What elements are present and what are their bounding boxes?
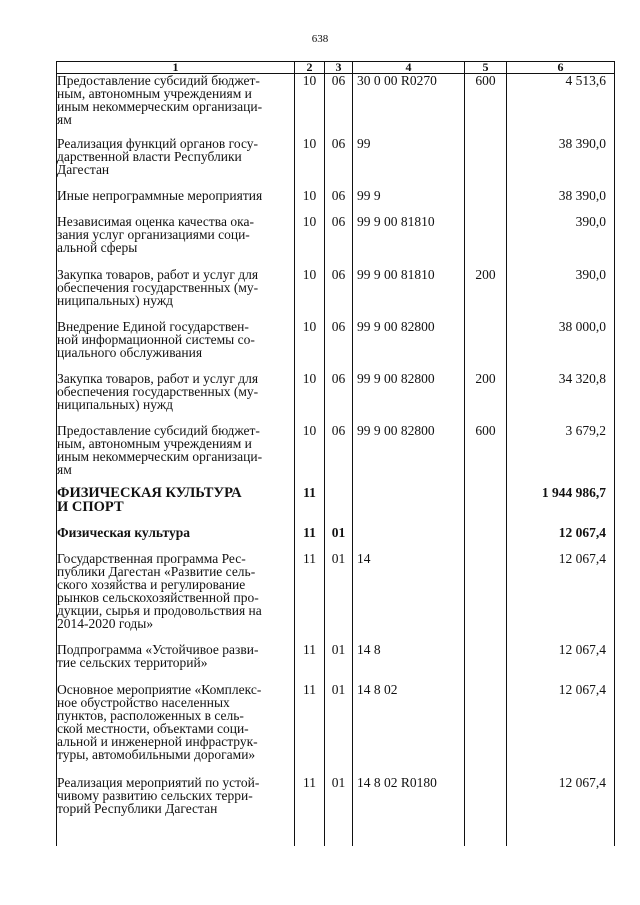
row-subsection: 01 — [325, 526, 353, 552]
row-subsection: 06 — [325, 189, 353, 215]
row-target-code: 99 9 00 82800 — [353, 372, 465, 424]
row-target-code: 99 9 00 82800 — [353, 320, 465, 372]
table-row — [57, 320, 615, 372]
row-expense-type — [465, 683, 507, 776]
row-section: 10 — [295, 74, 325, 137]
row-subsection: 06 — [325, 424, 353, 486]
row-subsection: 06 — [325, 215, 353, 268]
row-expense-type: 200 — [465, 372, 507, 424]
row-subsection: 06 — [325, 74, 353, 137]
row-amount: 390,0 — [507, 268, 615, 320]
row-subsection: 06 — [325, 320, 353, 372]
row-name: Подпрограмма «Устойчивое разви- тие сельских территорий» — [57, 643, 295, 683]
header-col-6: 6 — [507, 62, 615, 74]
row-amount: 34 320,8 — [507, 372, 615, 424]
row-name: Предоставление субсидий бюджет- ным, автономным учреждениям и иным некоммерческим организаци- ям — [57, 424, 295, 486]
row-expense-type — [465, 643, 507, 683]
row-section: 10 — [295, 424, 325, 486]
row-expense-type — [465, 320, 507, 372]
row-section: 10 — [295, 268, 325, 320]
row-section: 10 — [295, 320, 325, 372]
table-row — [57, 189, 615, 215]
row-name: Государственная программа Рес- публики Дагестан «Развитие сель- ского хозяйства и регулирование рынков сельскохозяйственной про- дукции, сырья и продовольствия на 2014-2020 годы» — [57, 552, 295, 643]
row-name: Реализация мероприятий по устой- чивому развитию сельских терри- торий Республики Дагестан — [57, 776, 295, 846]
row-name: ФИЗИЧЕСКАЯ КУЛЬТУРА И СПОРТ — [57, 486, 295, 526]
row-amount: 12 067,4 — [507, 552, 615, 643]
table-row — [57, 776, 615, 846]
header-row — [57, 62, 615, 74]
row-section: 11 — [295, 552, 325, 643]
row-name: Реализация функций органов госу- дарственной власти Республики Дагестан — [57, 137, 295, 189]
row-target-code: 14 8 02 — [353, 683, 465, 776]
row-subsection: 01 — [325, 552, 353, 643]
row-subsection: 01 — [325, 683, 353, 776]
table-row — [57, 74, 615, 137]
row-amount: 12 067,4 — [507, 643, 615, 683]
table-row — [57, 137, 615, 189]
row-name: Закупка товаров, работ и услуг для обеспечения государственных (му- ниципальных) нужд — [57, 268, 295, 320]
row-subsection: 06 — [325, 372, 353, 424]
row-expense-type: 200 — [465, 268, 507, 320]
row-target-code: 14 — [353, 552, 465, 643]
header-col-3: 3 — [325, 62, 353, 74]
row-expense-type — [465, 526, 507, 552]
row-name: Предоставление субсидий бюджет- ным, автономным учреждениям и иным некоммерческим организаци- ям — [57, 74, 295, 137]
row-target-code: 99 9 00 81810 — [353, 268, 465, 320]
row-name: Иные непрограммные мероприятия — [57, 189, 295, 215]
table-row — [57, 552, 615, 643]
row-section: 10 — [295, 189, 325, 215]
row-subsection: 01 — [325, 643, 353, 683]
row-expense-type — [465, 189, 507, 215]
row-amount: 12 067,4 — [507, 526, 615, 552]
row-section: 11 — [295, 776, 325, 846]
page-number: 638 — [311, 33, 329, 45]
row-name: Физическая культура — [57, 526, 295, 552]
row-target-code: 99 9 00 82800 — [353, 424, 465, 486]
row-target-code: 14 8 02 R0180 — [353, 776, 465, 846]
row-amount: 3 679,2 — [507, 424, 615, 486]
row-target-code — [353, 526, 465, 552]
row-expense-type — [465, 215, 507, 268]
row-amount: 12 067,4 — [507, 776, 615, 846]
table-row — [57, 215, 615, 268]
row-subsection: 06 — [325, 268, 353, 320]
row-section: 11 — [295, 683, 325, 776]
row-expense-type — [465, 552, 507, 643]
header-col-4: 4 — [353, 62, 465, 74]
row-amount: 4 513,6 — [507, 74, 615, 137]
row-section: 11 — [295, 643, 325, 683]
row-amount: 12 067,4 — [507, 683, 615, 776]
row-target-code: 30 0 00 R0270 — [353, 74, 465, 137]
row-target-code: 99 — [353, 137, 465, 189]
row-amount: 38 390,0 — [507, 137, 615, 189]
row-name: Независимая оценка качества ока- зания услуг организациями соци- альной сферы — [57, 215, 295, 268]
row-target-code: 99 9 00 81810 — [353, 215, 465, 268]
row-name: Основное мероприятие «Комплекс- ное обустройство населенных пунктов, расположенных в сель- ской местности, объектами соци- альной и инженерной инфраструк- туры, автомобильными дорогами» — [57, 683, 295, 776]
row-expense-type — [465, 776, 507, 846]
row-amount: 38 000,0 — [507, 320, 615, 372]
header-col-5: 5 — [465, 62, 507, 74]
row-section: 11 — [295, 526, 325, 552]
table-row — [57, 372, 615, 424]
budget-table — [56, 61, 615, 846]
row-subsection — [325, 486, 353, 526]
table-row — [57, 643, 615, 683]
row-name: Закупка товаров, работ и услуг для обеспечения государственных (му- ниципальных) нужд — [57, 372, 295, 424]
header-col-1: 1 — [57, 62, 295, 74]
row-expense-type: 600 — [465, 74, 507, 137]
row-subsection: 06 — [325, 137, 353, 189]
table-body — [57, 74, 615, 846]
row-amount: 38 390,0 — [507, 189, 615, 215]
row-target-code — [353, 486, 465, 526]
table-row — [57, 424, 615, 486]
row-name: Внедрение Единой государствен- ной информационной системы со- циального обслуживания — [57, 320, 295, 372]
row-amount: 1 944 986,7 — [507, 486, 615, 526]
table-row — [57, 683, 615, 776]
table-row — [57, 268, 615, 320]
row-expense-type: 600 — [465, 424, 507, 486]
row-section: 11 — [295, 486, 325, 526]
table-row — [57, 526, 615, 552]
row-target-code: 14 8 — [353, 643, 465, 683]
table-row — [57, 486, 615, 526]
row-section: 10 — [295, 215, 325, 268]
row-subsection: 01 — [325, 776, 353, 846]
row-target-code: 99 9 — [353, 189, 465, 215]
row-section: 10 — [295, 137, 325, 189]
row-amount: 390,0 — [507, 215, 615, 268]
row-section: 10 — [295, 372, 325, 424]
header-col-2: 2 — [295, 62, 325, 74]
row-expense-type — [465, 486, 507, 526]
row-expense-type — [465, 137, 507, 189]
